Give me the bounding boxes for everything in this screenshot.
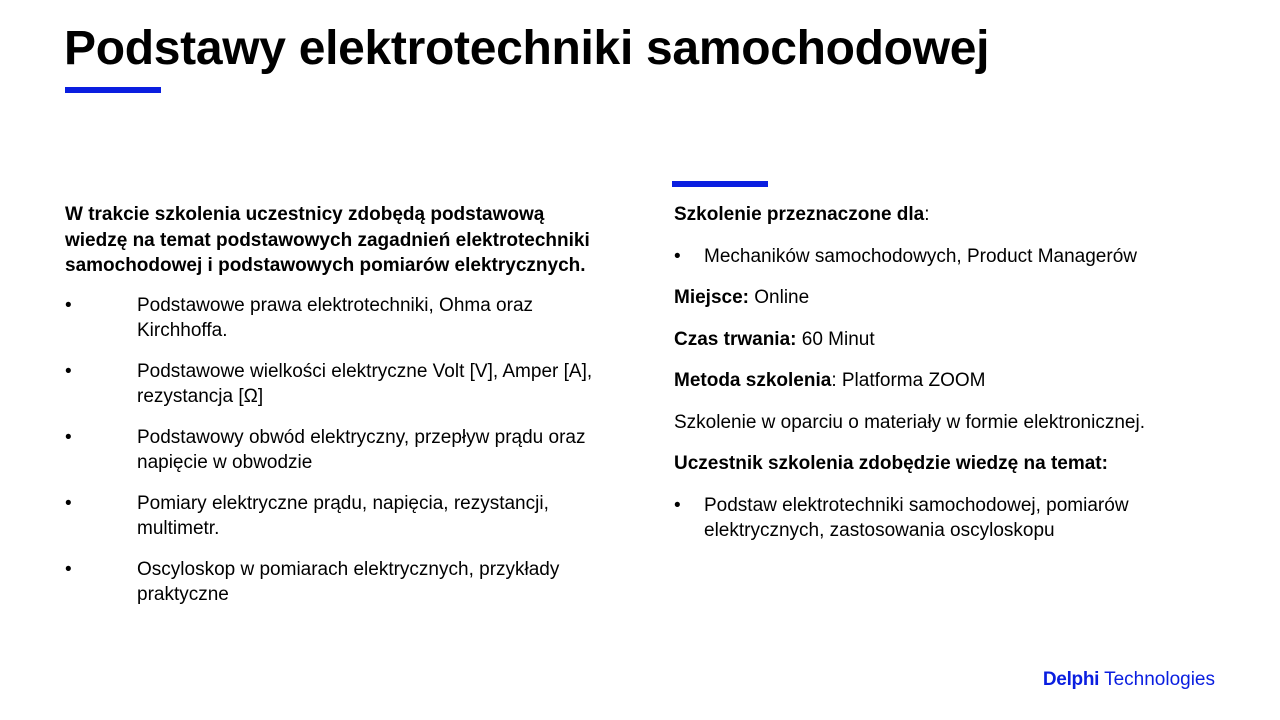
audience-colon: : (924, 204, 930, 225)
bullet-icon: • (65, 294, 72, 316)
list-item (65, 425, 610, 476)
title-accent-line (65, 87, 161, 93)
logo-suffix: Technologies (1104, 669, 1215, 690)
audience-item (674, 244, 1234, 270)
materials-note: Szkolenie w oparciu o materiały w formie elektronicznej. (674, 411, 1145, 433)
list-item (65, 359, 610, 410)
outcome-label: Uczestnik szkolenia zdobędzie wiedzę na temat: (674, 453, 1108, 474)
duration-value: 60 Minut (801, 328, 875, 350)
list-item-text: Podstawowe wielkości elektryczne Volt [V], Amper [A], rezystancja [Ω] (137, 360, 593, 407)
list-item-text: Oscyloskop w pomiarach elektrycznych, przykłady praktyczne (137, 558, 560, 605)
bullet-icon: • (65, 360, 72, 382)
method-row (674, 368, 1234, 394)
bullet-icon: • (65, 492, 72, 514)
list-item (65, 491, 610, 542)
list-item-text: Podstawowy obwód elektryczny, przepływ prądu oraz napięcie w obwodzie (137, 426, 586, 473)
audience-label: Szkolenie przeznaczone dla (674, 204, 925, 225)
audience-item-text: Mechaników samochodowych, Product Managerów (704, 245, 1137, 267)
place-row (674, 285, 1234, 311)
bullet-icon: • (65, 426, 72, 448)
duration-label: Czas trwania: (674, 328, 797, 350)
list-item (65, 557, 610, 608)
audience-heading (674, 202, 1234, 228)
method-value: : Platforma ZOOM (831, 370, 986, 391)
topics-list (65, 293, 610, 608)
page-title: Podstawy elektrotechniki samochodowej (64, 22, 990, 75)
right-column (674, 202, 1234, 560)
place-label: Miejsce: (674, 287, 749, 308)
intro-paragraph: W trakcie szkolenia uczestnicy zdobędą podstawową wiedzę na temat podstawowych zagadnień elektrotechniki samochodowej i podstawowych pomiarów elektrycznych. (65, 204, 590, 276)
bullet-icon: • (674, 245, 681, 267)
delphi-technologies-logo (1043, 669, 1215, 691)
bullet-icon: • (674, 494, 681, 516)
logo-brand: Delphi (1042, 669, 1100, 690)
place-value: Online (754, 287, 810, 308)
bullet-icon: • (65, 558, 72, 580)
outcome-item-text: Podstaw elektrotechniki samochodowej, pomiarów elektrycznych, zastosowania oscyloskopu (704, 494, 1129, 541)
left-column (65, 202, 610, 623)
outcome-item (674, 493, 1234, 544)
method-label: Metoda szkolenia (674, 370, 832, 391)
right-accent-line (672, 181, 768, 187)
list-item (65, 293, 610, 344)
duration-row (674, 327, 1234, 353)
list-item-text: Pomiary elektryczne prądu, napięcia, rezystancji, multimetr. (137, 492, 549, 539)
outcome-heading (674, 451, 1234, 477)
list-item-text: Podstawowe prawa elektrotechniki, Ohma oraz Kirchhoffa. (137, 294, 534, 341)
